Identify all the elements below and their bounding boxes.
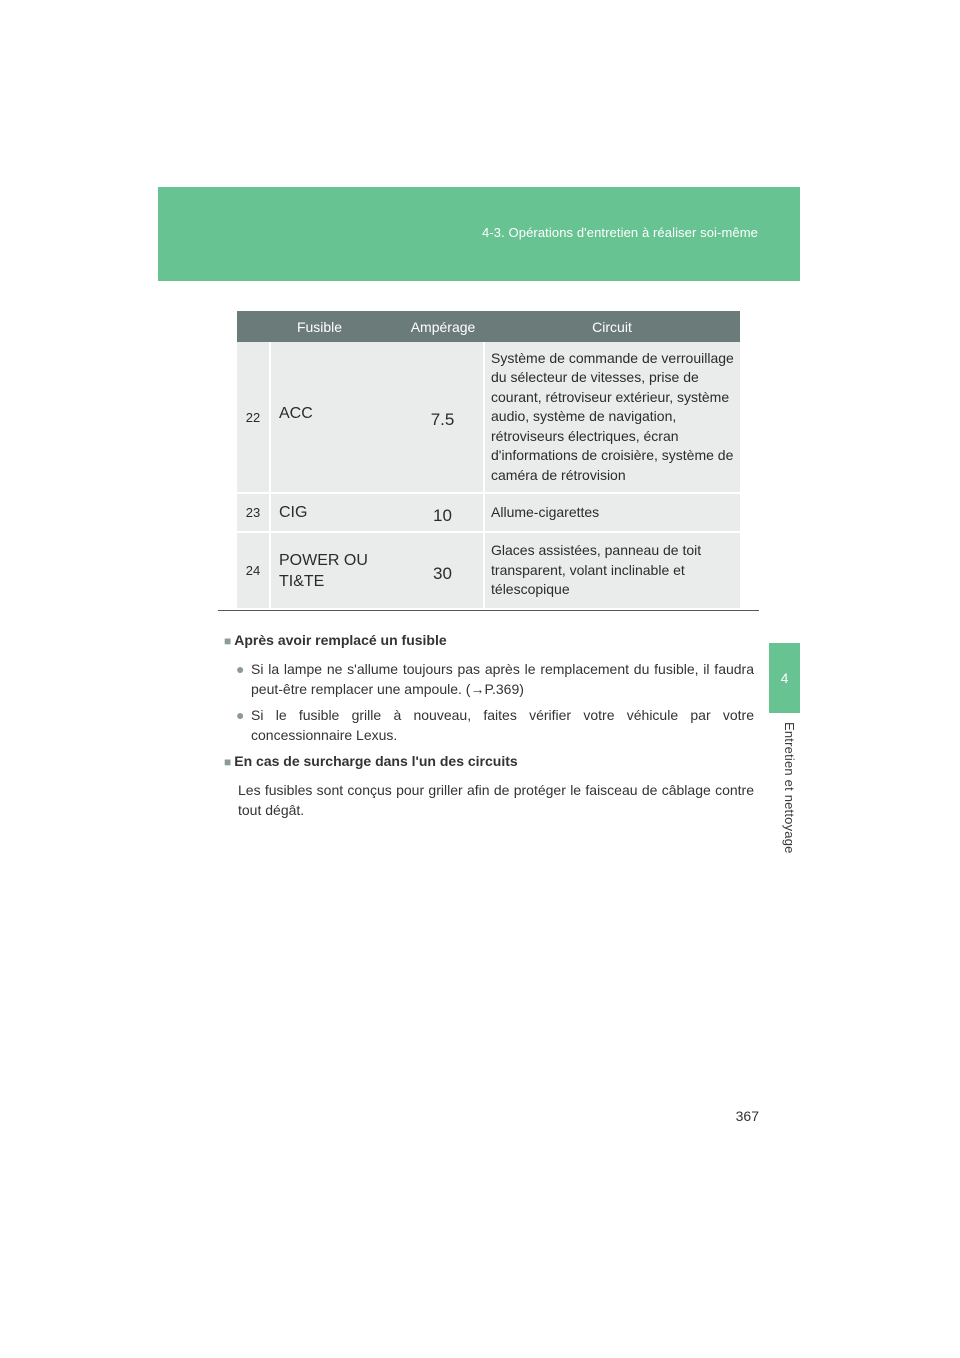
fuse-name: POWER OU TI&TE [270, 532, 402, 609]
table-header-row [237, 311, 740, 342]
table-row [237, 493, 740, 532]
fuse-number: 22 [237, 342, 270, 493]
round-bullet-icon: ● [236, 661, 245, 677]
note-bullet [224, 659, 754, 699]
fuse-number: 24 [237, 532, 270, 609]
section-header-band [158, 187, 800, 281]
fuse-amperage: 7.5 [402, 342, 484, 493]
note-bullet-text: Si le fusible grille à nouveau, faites vérifier votre véhicule par votre concessionnaire Lexus. [251, 707, 754, 743]
fuse-name: ACC [270, 342, 402, 493]
round-bullet-icon: ● [236, 707, 245, 723]
chapter-label: Entretien et nettoyage [782, 722, 797, 854]
note-heading-text: Après avoir remplacé un fusible [234, 632, 447, 648]
header-amperage: Ampérage [402, 311, 484, 342]
page-number: 367 [735, 1108, 759, 1124]
divider-line [218, 610, 759, 611]
fuse-number: 23 [237, 493, 270, 532]
fuse-circuit: Allume-cigarettes [484, 493, 740, 532]
note-bullet [224, 705, 754, 745]
header-circuit: Circuit [484, 311, 740, 342]
note-heading-text: En cas de surcharge dans l'un des circuits [234, 753, 518, 769]
square-bullet-icon: ■ [224, 755, 232, 769]
section-title: 4-3. Opérations d'entretien à réaliser soi-même [482, 225, 758, 240]
chapter-tab: 4 [769, 643, 800, 713]
square-bullet-icon: ■ [224, 634, 232, 648]
note-heading [224, 630, 754, 651]
note-bullet-text: Si la lampe ne s'allume toujours pas après le remplacement du fusible, il faudra peut-être remplacer une ampoule. (→P.369) [251, 661, 754, 697]
fuse-amperage: 10 [402, 493, 484, 532]
table-row [237, 532, 740, 609]
note-heading [224, 751, 754, 772]
fuse-circuit: Système de commande de verrouillage du sélecteur de vitesses, prise de courant, rétroviseur extérieur, système audio, système de navigation, rétroviseurs électriques, écran d'informations de croisière, système de caméra de rétrovision [484, 342, 740, 493]
fuse-amperage: 30 [402, 532, 484, 609]
fuse-circuit: Glaces assistées, panneau de toit transparent, volant inclinable et télescopique [484, 532, 740, 609]
note-paragraph: Les fusibles sont conçus pour griller afin de protéger le faisceau de câblage contre tout dégât. [238, 782, 754, 818]
notes-section [224, 630, 754, 826]
fuse-name: CIG [270, 493, 402, 532]
table-row [237, 342, 740, 493]
fuse-table [237, 311, 740, 610]
header-fusible: Fusible [237, 311, 402, 342]
